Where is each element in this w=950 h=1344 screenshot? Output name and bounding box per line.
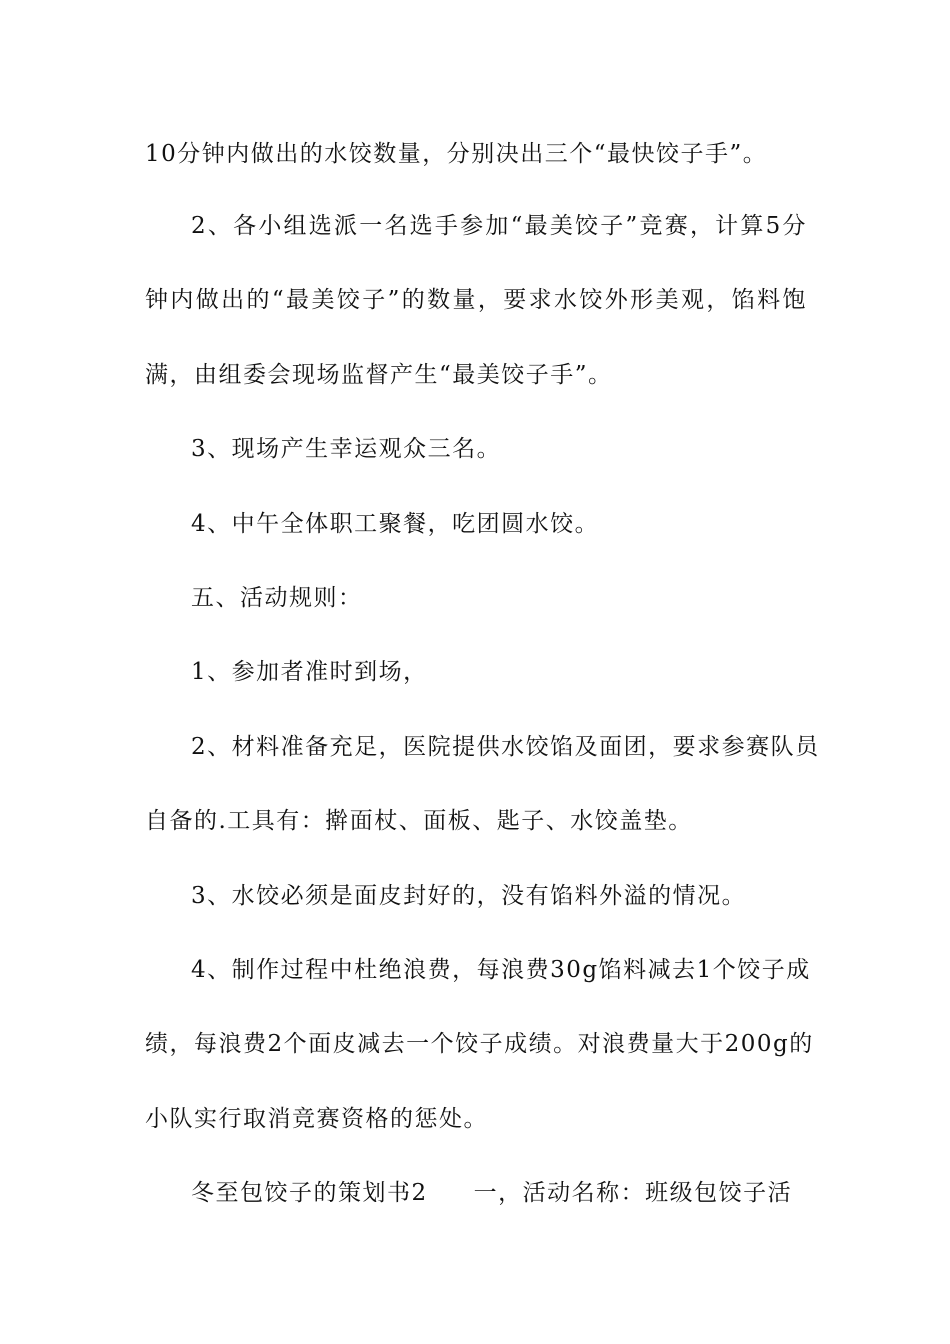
paragraph-line: 满，由组委会现场监督产生“最美饺子手”。 xyxy=(145,362,613,388)
plan-title-line xyxy=(191,1173,811,1213)
plan-title: 冬至包饺子的策划书2 xyxy=(191,1180,428,1206)
paragraph-line: 钟内做出的“最美饺子”的数量，要求水饺外形美观，馅料饱 xyxy=(145,287,807,313)
paragraph-line: 4、制作过程中杜绝浪费，每浪费30g馅料减去1个饺子成 xyxy=(191,957,811,983)
paragraph-line: 自备的.工具有：擀面杖、面板、匙子、水饺盖垫。 xyxy=(145,808,693,834)
paragraph-line: 4、中午全体职工聚餐，吃团圆水饺。 xyxy=(191,511,600,537)
paragraph-line: 1、参加者准时到场， xyxy=(191,659,428,685)
section-heading: 五、活动规则： xyxy=(191,585,363,611)
plan-continuation: 一，活动名称：班级包饺子活 xyxy=(473,1180,793,1206)
paragraph-line: 10分钟内做出的水饺数量，分别决出三个“最快饺子手”。 xyxy=(145,141,768,167)
paragraph-line: 3、水饺必须是面皮封好的，没有馅料外溢的情况。 xyxy=(191,883,747,909)
paragraph-line: 绩，每浪费2个面皮减去一个饺子成绩。对浪费量大于200g的 xyxy=(145,1031,814,1057)
paragraph-line: 3、现场产生幸运观众三名。 xyxy=(191,436,502,462)
paragraph-line: 小队实行取消竞赛资格的惩处。 xyxy=(145,1106,488,1132)
paragraph-line: 2、材料准备充足，医院提供水饺馅及面团，要求参赛队员 xyxy=(191,734,820,760)
paragraph-line: 2、各小组选派一名选手参加“最美饺子”竞赛，计算5分 xyxy=(191,213,807,239)
